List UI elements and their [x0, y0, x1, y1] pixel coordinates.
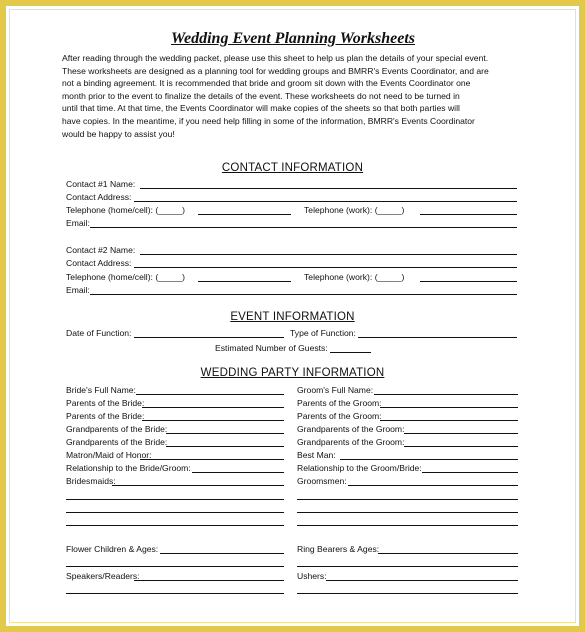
groomsmen-blank-line[interactable] — [297, 499, 518, 500]
ushers-field-2[interactable] — [297, 593, 518, 594]
intro-line: not a binding agreement. It is recommended that bride and groom sit down with the Events Coordinator one — [62, 78, 471, 89]
party-heading: WEDDING PARTY INFORMATION — [200, 367, 385, 379]
party-left-label: Bridesmaids: — [66, 476, 116, 486]
intro-paragraph — [62, 52, 524, 140]
ring-bearers-field-2[interactable] — [297, 566, 518, 567]
party-right-field[interactable] — [380, 420, 518, 421]
party-right-field[interactable] — [348, 485, 518, 486]
party-left-field[interactable] — [166, 433, 284, 434]
ushers-label: Ushers: — [297, 571, 327, 581]
contact1-name-label: Contact #1 Name: — [66, 179, 136, 189]
contact1-phone-label: Telephone (home/cell): (_____) — [66, 205, 185, 215]
party-right-label: Groomsmen: — [297, 476, 347, 486]
contact1-phone-field[interactable] — [198, 214, 291, 215]
contact1-email-field[interactable] — [90, 227, 517, 228]
party-left-field[interactable] — [166, 446, 284, 447]
contact2-address-label: Contact Address: — [66, 258, 132, 268]
party-left-label: Parents of the Bride: — [66, 398, 145, 408]
party-left-field[interactable] — [142, 407, 284, 408]
party-left-label: Parents of the Bride: — [66, 411, 145, 421]
ring-bearers-field[interactable] — [378, 553, 518, 554]
event-heading: EVENT INFORMATION — [230, 311, 355, 323]
date-label: Date of Function: — [66, 328, 132, 338]
contact1-name-field[interactable] — [140, 188, 517, 189]
intro-line: After reading through the wedding packet, please use this sheet to help us plan the details of your special event. — [62, 53, 489, 63]
party-left-field[interactable] — [136, 394, 284, 395]
contact2-work-label: Telephone (work): (_____) — [304, 272, 405, 282]
speakers-label: Speakers/Readers: — [66, 571, 140, 581]
party-left-label: Bride's Full Name: — [66, 385, 136, 395]
contact1-address-field[interactable] — [134, 201, 517, 202]
party-left-field[interactable] — [140, 459, 284, 460]
groomsmen-blank-line[interactable] — [297, 525, 518, 526]
party-left-label: Relationship to the Bride/Groom: — [66, 463, 191, 473]
contact2-name-label: Contact #2 Name: — [66, 245, 136, 255]
party-right-field[interactable] — [374, 394, 518, 395]
contact1-work-field[interactable] — [420, 214, 517, 215]
party-left-field[interactable] — [112, 485, 284, 486]
party-right-label: Grandparents of the Groom: — [297, 424, 405, 434]
party-right-label: Parents of the Groom: — [297, 398, 382, 408]
party-right-label: Grandparents of the Groom: — [297, 437, 405, 447]
party-right-label: Parents of the Groom: — [297, 411, 382, 421]
contact-heading: CONTACT INFORMATION — [221, 162, 364, 174]
type-field[interactable] — [358, 337, 517, 338]
intro-line: until that time. At that time, the Events Coordinator will make copies of the sheets so that both parties will — [62, 103, 460, 114]
party-right-field[interactable] — [340, 459, 518, 460]
party-right-label: Groom's Full Name: — [297, 385, 374, 395]
worksheet-page — [62, 30, 524, 140]
contact2-work-field[interactable] — [420, 281, 517, 282]
bridesmaids-blank-line[interactable] — [66, 525, 284, 526]
party-right-field[interactable] — [422, 472, 518, 473]
speakers-field[interactable] — [134, 580, 284, 581]
groomsmen-blank-line[interactable] — [297, 512, 518, 513]
contact1-address-label: Contact Address: — [66, 192, 132, 202]
date-field[interactable] — [134, 337, 284, 338]
party-right-field[interactable] — [404, 433, 518, 434]
party-right-label: Relationship to the Groom/Bride: — [297, 463, 422, 473]
intro-line: month prior to the event to finalize the details of the event. These worksheets do not need to be turned in — [62, 90, 460, 101]
contact1-work-label: Telephone (work): (_____) — [304, 205, 405, 215]
party-left-field[interactable] — [142, 420, 284, 421]
guests-field[interactable] — [330, 352, 371, 353]
party-left-label: Matron/Maid of Honor: — [66, 450, 152, 460]
party-right-label: Best Man: — [297, 450, 336, 460]
flower-children-field-2[interactable] — [66, 566, 284, 567]
contact2-phone-field[interactable] — [198, 281, 291, 282]
contact2-email-field[interactable] — [90, 294, 517, 295]
contact2-address-field[interactable] — [134, 267, 517, 268]
intro-line: would be happy to assist you! — [62, 128, 175, 139]
worksheet-title: Wedding Event Planning Worksheets — [170, 30, 416, 47]
type-label: Type of Function: — [290, 328, 356, 338]
speakers-field-2[interactable] — [66, 593, 284, 594]
party-right-field[interactable] — [404, 446, 518, 447]
flower-children-field[interactable] — [160, 553, 284, 554]
contact2-email-label: Email: — [66, 285, 90, 295]
party-left-field[interactable] — [192, 472, 284, 473]
party-right-field[interactable] — [380, 407, 518, 408]
ushers-field[interactable] — [326, 580, 518, 581]
bridesmaids-blank-line[interactable] — [66, 499, 284, 500]
contact2-phone-label: Telephone (home/cell): (_____) — [66, 272, 185, 282]
intro-line: have copies. In the meantime, if you need help filling in some of the information, BMRR's Events Coordinator — [62, 115, 475, 126]
contact2-name-field[interactable] — [140, 254, 517, 255]
ring-bearers-label: Ring Bearers & Ages: — [297, 544, 380, 554]
bridesmaids-blank-line[interactable] — [66, 512, 284, 513]
party-left-label: Grandparents of the Bride: — [66, 424, 168, 434]
contact1-email-label: Email: — [66, 218, 90, 228]
guests-label: Estimated Number of Guests: — [215, 343, 328, 353]
flower-children-label: Flower Children & Ages: — [66, 544, 159, 554]
intro-line: These worksheets are designed as a planning tool for wedding groups and BMRR's Events Coordinator, and are — [62, 65, 489, 76]
party-left-label: Grandparents of the Bride: — [66, 437, 168, 447]
